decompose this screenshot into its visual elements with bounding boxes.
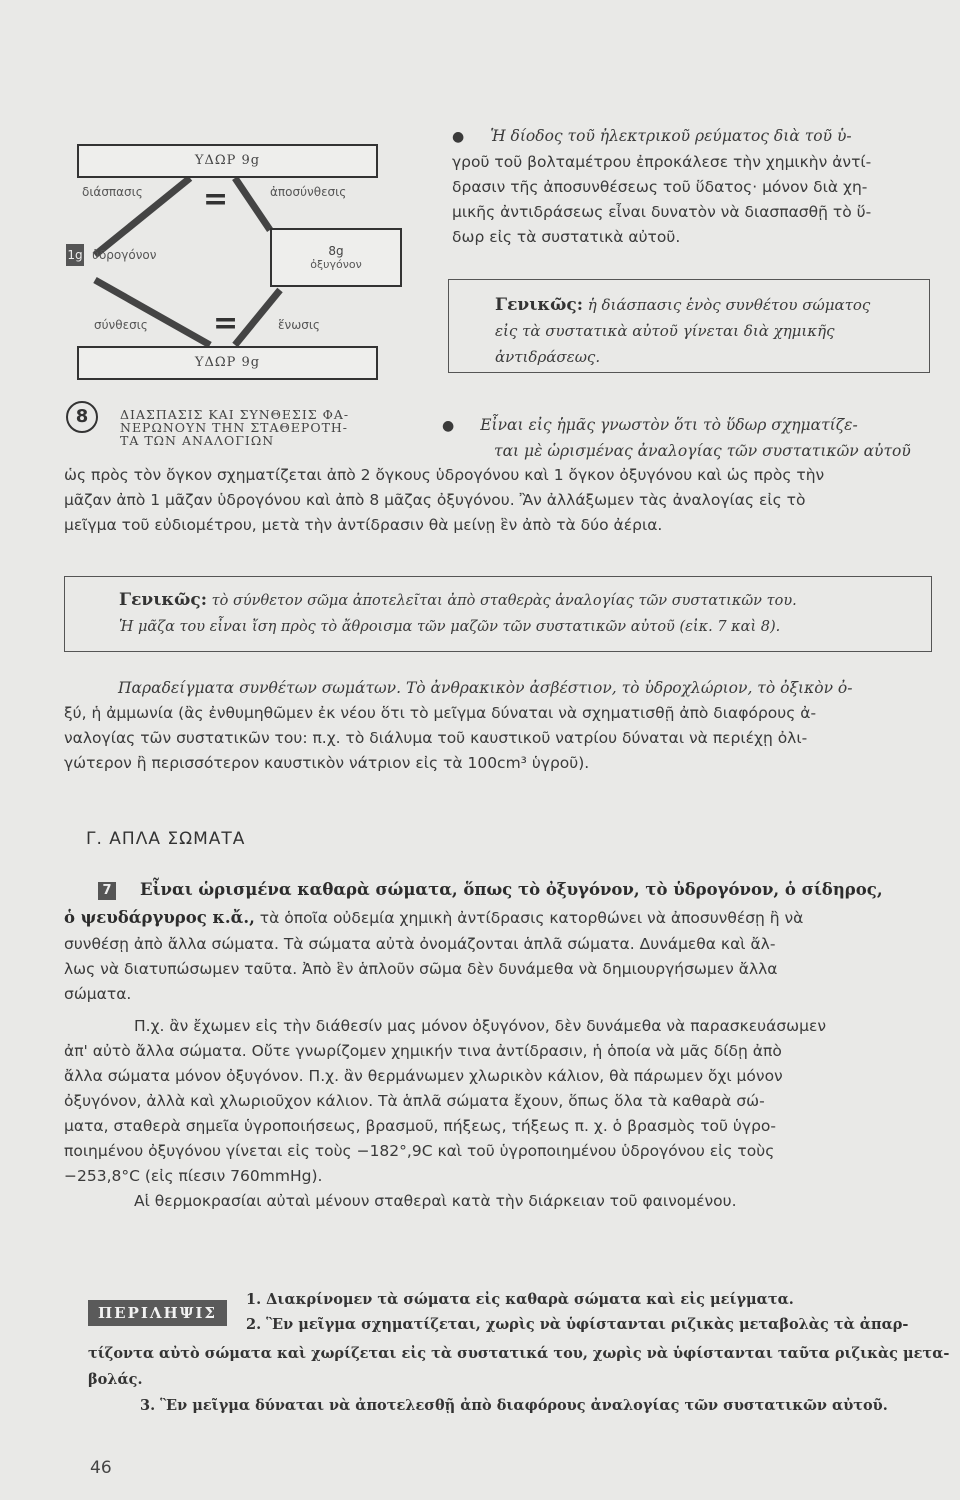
summary-line: 1. Διακρίνομεν τὰ σώματα εἰς καθαρὰ σώματα καὶ εἰς μείγματα.	[246, 1291, 794, 1308]
box-line: ἀντιδράσεως.	[495, 348, 601, 366]
summary-line: τίζοντα αὐτὸ σώματα καὶ χωρίζεται εἰς τὰ συστατικά του, χωρὶς νὰ ὑφίστανται ταῦτα ριζικὰς μετα-	[88, 1345, 950, 1362]
text-line: τὰ ὁποῖα οὐδεμία χημικὴ ἀντίδρασις κατορθώνει νὰ ἀποσυνθέσῃ ἢ νὰ	[254, 909, 804, 927]
label-decomposition: διάσπασις	[82, 185, 143, 199]
hydrogen-label: ὑδρογόνον	[92, 248, 157, 262]
box-line: Ἡ μᾶζα του εἶναι ἴση πρὸς τὸ ἄθροισμα τῶν μαζῶν τῶν συστατικῶν αὐτοῦ (εἰκ. 7 καὶ 8).	[119, 619, 781, 635]
text-line: γροῦ τοῦ βολταμέτρου ἐπροκάλεσε τὴν χημικὴν ἀντί-	[452, 153, 872, 171]
diagram-bottom-label: ΥΔΩΡ 9g	[194, 355, 261, 370]
arrow-synthesis-hydrogen	[95, 280, 210, 345]
simple-bodies-paragraph	[64, 876, 938, 1007]
caption-line: ΤΑ ΤΩΝ ΑΝΑΛΟΓΙΩΝ	[120, 433, 275, 448]
box-line: ἡ διάσπασις ἑνὸς συνθέτου σώματος	[587, 296, 871, 314]
text-line: ὡς πρὸς τὸν ὄγκον σχηματίζεται ἀπὸ 2 ὄγκους ὑδρογόνου καὶ 1 ὄγκον ὀξυγόνου καὶ ὡς πρὸς τὴν	[64, 466, 825, 484]
text-bold: ὁ ψευδάργυρος κ.ἄ.,	[64, 908, 255, 927]
text-line: ναλογίας τῶν συστατικῶν του: π.χ. τὸ διάλυμα τοῦ καυστικοῦ νατρίου δύναται νὰ περιέχῃ ὀλι-	[64, 729, 808, 747]
text-line: συνθέσῃ ἀπὸ ἄλλα σώματα. Τὰ σώματα αὐτὰ ὀνομάζονται ἁπλᾶ σώματα. Δυνάμεθα καὶ ἄλ-	[64, 935, 776, 953]
text-line: Π.χ. ἂν ἔχωμεν εἰς τὴν διάθεσίν μας μόνον ὀξυγόνον, δὲν δυνάμεθα νὰ παρασκευάσωμεν	[134, 1017, 827, 1035]
equals-sign-top: =	[203, 182, 229, 217]
page-number: 46	[90, 1458, 112, 1478]
simple-bodies-example	[64, 1014, 938, 1214]
text-line: μᾶζαν ἀπὸ 1 μᾶζαν ὑδρογόνου καὶ ἀπὸ 8 μᾶζας ὀξυγόνου. Ἂν ἀλλάξωμεν τὰς ἀναλογίας εἰς τὸ	[64, 491, 806, 509]
text-line: −253,8°C (εἰς πίεσιν 760mmHg).	[64, 1167, 323, 1185]
paragraph-ratios-start	[442, 413, 922, 464]
bullet: ●	[452, 129, 465, 145]
figure-number: 8	[66, 401, 98, 433]
oxygen-box	[270, 228, 402, 287]
oxygen-label: ὀξυγόνον	[310, 258, 362, 271]
text-line: γώτερον ἢ περισσότερον καυστικὸν νάτριον εἰς τὰ 100cm³ ὑγροῦ).	[64, 754, 590, 772]
paragraph-electrolysis	[452, 124, 922, 250]
arrow-decomposition-oxygen	[235, 178, 270, 230]
summary-line: 3. Ἓν μεῖγμα δύναται νὰ ἀποτελεσθῇ ἀπὸ διαφόρους ἀναλογίας τῶν συστατικῶν αὐτοῦ.	[140, 1397, 888, 1414]
box-line: τὸ σύνθετον σῶμα ἀποτελεῖται ἀπὸ σταθερὰς ἀναλογίας τῶν συστατικῶν του.	[211, 593, 797, 609]
box-line: εἰς τὰ συστατικὰ αὐτοῦ γίνεται διὰ χημικῆς	[495, 322, 835, 340]
text-line: Αἱ θερμοκρασίαι αὐταὶ μένουν σταθεραὶ κατὰ τὴν διάρκειαν τοῦ φαινομένου.	[134, 1192, 737, 1210]
arrow-synthesis-oxygen	[235, 290, 280, 345]
summary-line: 2. Ἓν μεῖγμα σχηματίζεται, χωρὶς νὰ ὑφίστανται ριζικὰς μεταβολὰς τὰ ἀπαρ-	[246, 1316, 909, 1333]
text-line: δωρ εἰς τὰ συστατικὰ αὐτοῦ.	[452, 228, 681, 246]
label-apo-synthesis: ἀποσύνθεσις	[270, 185, 347, 199]
examples-paragraph	[64, 676, 936, 776]
text-line: δρασιν τῆς ἀποσυνθέσεως τοῦ ὕδατος· μόνον διὰ χη-	[452, 178, 868, 196]
text-line: ματα, σταθερὰ σημεῖα ὑγροποιήσεως, βρασμοῦ, πήξεως, τήξεως π. χ. ὁ βρασμὸς τοῦ ὑγρο-	[64, 1117, 776, 1135]
general-label: Γενικῶς:	[495, 295, 583, 315]
equals-sign-bottom: =	[213, 306, 239, 341]
text-line: ται μὲ ὡρισμένας ἀναλογίας τῶν συστατικῶν αὐτοῦ	[494, 442, 911, 460]
diagram-bottom-box	[77, 346, 378, 380]
paragraph-marker: 7	[98, 882, 116, 900]
label-synthesis: σύνθεσις	[94, 318, 148, 332]
text-line: Εἶναι ὡρισμένα καθαρὰ σώματα, ὅπως τὸ ὀξυγόνον, τὸ ὑδρογόνον, ὁ σίδηρος,	[140, 880, 883, 899]
text-line: ἀπ' αὐτὸ ἄλλα σώματα. Οὔτε γνωρίζομεν χημικήν τινα ἀντίδρασιν, ἡ ὁποία νὰ μᾶς δίδῃ ἀπὸ	[64, 1042, 782, 1060]
bullet: ●	[442, 418, 455, 434]
figure-caption	[120, 408, 349, 447]
caption-line: ΔΙΑΣΠΑΣΙΣ ΚΑΙ ΣΥΝΘΕΣΙΣ ΦΑ-	[120, 407, 350, 422]
general-label: Γενικῶς:	[119, 590, 207, 610]
diagram-top-label: ΥΔΩΡ 9g	[194, 153, 261, 168]
text-line: μεῖγμα τοῦ εὐδιομέτρου, μετὰ τὴν ἀντίδρασιν θὰ μείνῃ ἓν ἀπὸ τὰ δύο ἀέρια.	[64, 516, 663, 534]
text-line: Παραδείγματα συνθέτων σωμάτων. Τὸ ἀνθρακικὸν ἀσβέστιον, τὸ ὑδροχλώριον, τὸ ὀξικὸν ὀ-	[118, 679, 853, 697]
text-line: Εἶναι εἰς ἡμᾶς γνωστὸν ὅτι τὸ ὕδωρ σχηματίζε-	[480, 416, 858, 434]
text-line: ξύ, ἡ ἀμμωνία (ἂς ἐνθυμηθῶμεν ἐκ νέου ὅτι τὸ μεῖγμα δύναται νὰ σχηματισθῇ ἀπὸ διαφόρους ἀ-	[64, 704, 817, 722]
hydrogen-mass: 1g	[66, 244, 84, 266]
text-line: λως νὰ διατυπώσωμεν ταῦτα. Ἀπὸ ἓν ἁπλοῦν σῶμα δὲν δυνάμεθα νὰ δημιουργήσωμεν ἄλλα	[64, 960, 778, 978]
general-box-composition	[64, 576, 932, 652]
paragraph-ratios	[64, 463, 934, 538]
caption-line: ΝΕΡΩΝΟΥΝ ΤΗΝ ΣΤΑΘΕΡΟΤΗ-	[120, 420, 349, 435]
summary-line: βολάς.	[88, 1371, 143, 1388]
diagram-top-box	[77, 144, 378, 178]
text-line: Ἡ δίοδος τοῦ ἠλεκτρικοῦ ρεύματος διὰ τοῦ ὑ-	[490, 127, 852, 145]
text-line: ἄλλα σώματα μόνον ὀξυγόνον. Π.χ. ἂν θερμάνωμεν χλωρικὸν κάλιον, θὰ πάρωμεν ὄχι μόνον	[64, 1067, 783, 1085]
summary-tag: ΠΕΡΙΛΗΨΙΣ	[88, 1300, 227, 1326]
general-box-decomposition	[448, 279, 930, 373]
text-line: ὀξυγόνον, ἀλλὰ καὶ χλωριοῦχον κάλιον. Τὰ ἁπλᾶ σώματα ἔχουν, ὅπως ὅλα τὰ καθαρὰ σώ-	[64, 1092, 765, 1110]
oxygen-mass: 8g	[328, 244, 344, 258]
text-line: μικῆς ἀντιδράσεως εἶναι δυνατὸν νὰ διασπασθῇ τὸ ὕ-	[452, 203, 872, 221]
label-union: ἕνωσις	[278, 318, 320, 332]
text-line: σώματα.	[64, 985, 132, 1003]
text-line: ποιημένου ὀξυγόνου γίνεται εἰς τοὺς −182°,9C καὶ τοῦ ὑγροποιημένου ὑδρογόνου εἰς τοὺς	[64, 1142, 775, 1160]
section-heading: Γ. ΑΠΛΑ ΣΩΜΑΤΑ	[86, 829, 246, 849]
